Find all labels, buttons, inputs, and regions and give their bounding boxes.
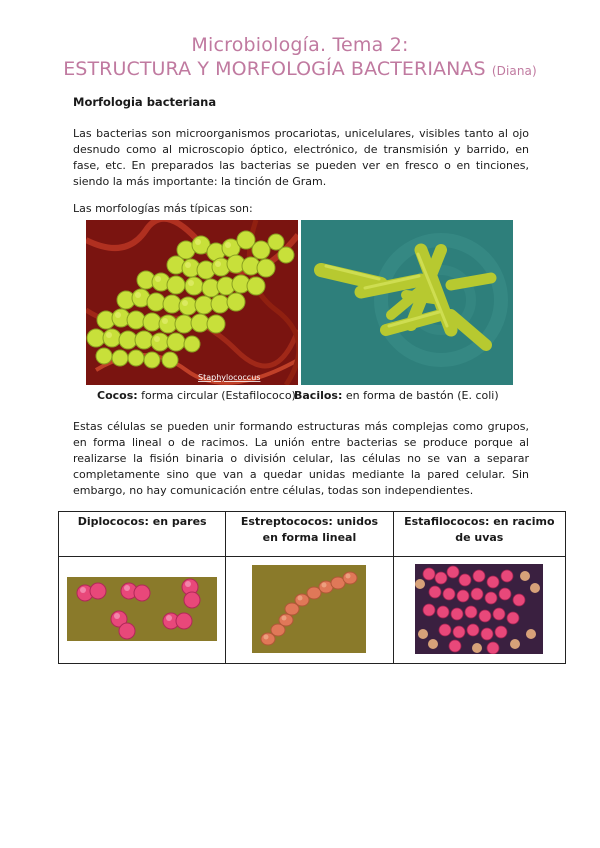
caption-bacilos-label: Bacilos: <box>294 389 343 402</box>
staphylococci-image <box>415 564 543 654</box>
table-cell-diplococos-image <box>59 557 226 664</box>
table-cell-estafilococos-image <box>393 557 565 664</box>
caption-cocos-label: Cocos: <box>97 389 138 402</box>
table-header-row <box>59 512 566 557</box>
document-title-main: ESTRUCTURA Y MORFOLOGÍA BACTERIANAS <box>63 58 486 80</box>
section-heading: Morfologia bacteriana <box>73 95 217 109</box>
document-title-line2 <box>0 58 600 80</box>
photo-watermark-label: Staphylococcus <box>198 373 261 382</box>
table-header-estreptococos: Estreptococos: unidos en forma lineal <box>226 512 393 557</box>
paragraph-intro: Las bacterias son microorganismos procariotas, unicelulares, visibles tanto al ojo desnudo como al microscopio óptico, electrónico, de transmisión y barrido, en fase, etc. En preparados las bacterias se pueden ver en fresco o en tinciones, siendo la más importante: la tinción de Gram. <box>73 127 529 188</box>
cocci-photo <box>86 220 298 385</box>
document-title-line1: Microbiología. Tema 2: <box>191 34 409 56</box>
arrangements-table <box>58 511 566 664</box>
cocci-photo-image <box>86 220 298 385</box>
bacilli-photo-image <box>301 220 513 385</box>
streptococci-image <box>252 565 366 653</box>
table-image-row <box>59 557 566 664</box>
paragraph-groupings: Estas células se pueden unir formando estructuras más complejas como grupos, en forma lineal o de racimos. La unión entre bacterias se produce porque al realizarse la fisión binaria o división celular, las células no se van a separar completamente sino que van a quedar unidas mediante la pared celular. Sin embargo, no hay comunicación entre células, todas son independientes. <box>73 420 529 497</box>
paragraph-morphologies: Las morfologías más típicas son: <box>73 202 253 215</box>
caption-bacilos-text: en forma de bastón (E. coli) <box>345 389 499 402</box>
caption-cocos-text: forma circular (Estafilococo) <box>141 389 296 402</box>
bacilli-photo <box>301 220 513 385</box>
table-header-diplococos: Diplococos: en pares <box>59 512 226 557</box>
table-header-estafilococos: Estafilococos: en racimo de uvas <box>393 512 565 557</box>
caption-bacilos <box>294 389 499 402</box>
table-cell-estreptococos-image <box>226 557 393 664</box>
diplococci-image <box>67 577 217 641</box>
caption-cocos <box>97 389 296 402</box>
document-author: (Diana) <box>491 64 537 78</box>
